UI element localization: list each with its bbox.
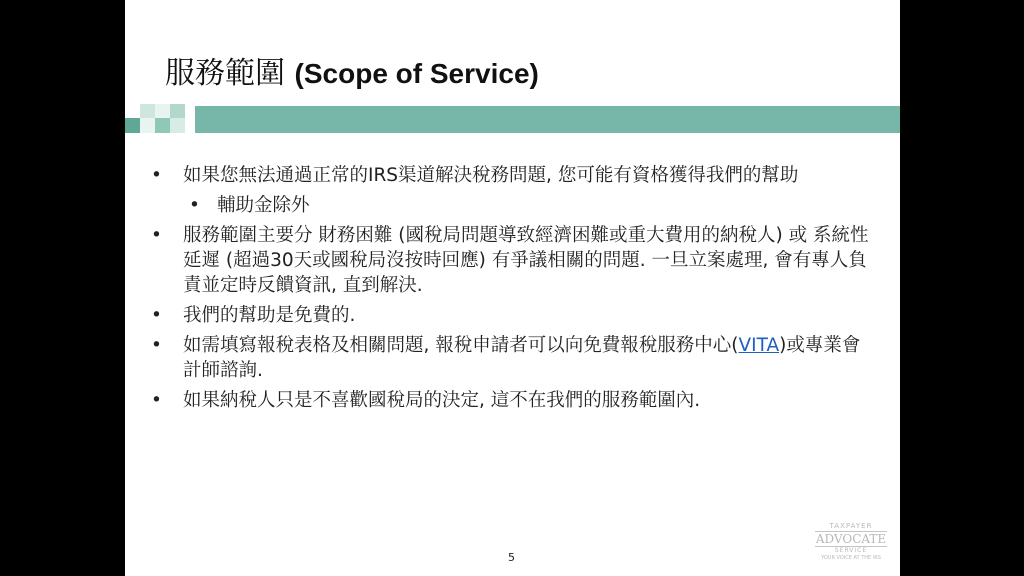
logo-line: SERVICE	[834, 547, 868, 554]
logo-line: TAXPAYER	[829, 522, 873, 530]
slide	[125, 0, 900, 576]
bullet-item	[151, 388, 871, 413]
sub-bullet-item	[151, 193, 871, 218]
decor-square	[140, 118, 155, 133]
page-number: 5	[508, 551, 515, 564]
bullet-text-part: )或專業會計師諮詢.	[183, 335, 861, 381]
slide-title	[165, 48, 539, 92]
decor-square	[140, 104, 155, 119]
bullet-text: 服務範圍主要分 財務困難 (國稅局問題導致經濟困難或重大費用的納稅人) 或 系統性延遲 (超過30天或國稅局沒按時回應) 有爭議相關的問題. 一旦立案處理, 會有專人負責並定時反饋資訊, 直到解決.	[183, 225, 869, 296]
logo-line: YOUR VOICE AT THE IRS	[821, 555, 881, 561]
bullet-item	[151, 223, 871, 298]
decor-square	[125, 118, 140, 133]
bullet-text: 輔助金除外	[217, 195, 310, 216]
decor-square	[155, 118, 170, 133]
decor-square	[155, 104, 170, 119]
bullet-item	[151, 163, 871, 188]
bullet-dot: •	[151, 165, 162, 186]
bullet-list	[151, 163, 871, 418]
decor-square	[170, 118, 185, 133]
bullet-text: 如果納稅人只是不喜歡國稅局的決定, 這不在我們的服務範圍內.	[183, 390, 701, 411]
bullet-item	[151, 303, 871, 328]
logo-line: ADVOCATE	[815, 532, 887, 546]
bullet-text: 如果您無法通過正常的IRS渠道解決稅務問題, 您可能有資格獲得我們的幫助	[183, 165, 799, 186]
decor-square	[170, 104, 185, 119]
bullet-dot: •	[151, 225, 162, 246]
title-english: (Scope of Service)	[294, 58, 539, 89]
bullet-text: 我們的幫助是免費的.	[183, 305, 356, 326]
bullet-text	[183, 333, 871, 383]
bullet-text-part: 如需填寫報稅表格及相關問題, 報稅申請者可以向免費報稅服務中心(	[183, 335, 739, 356]
taxpayer-advocate-logo	[815, 522, 887, 568]
bullet-dot: •	[189, 195, 200, 216]
header-band	[195, 106, 900, 133]
title-chinese: 服務範圍	[165, 56, 285, 91]
vita-link[interactable]: VITA	[738, 335, 780, 356]
bullet-dot: •	[151, 335, 162, 356]
bullet-item	[151, 333, 871, 383]
bullet-dot: •	[151, 390, 162, 411]
bullet-dot: •	[151, 305, 162, 326]
